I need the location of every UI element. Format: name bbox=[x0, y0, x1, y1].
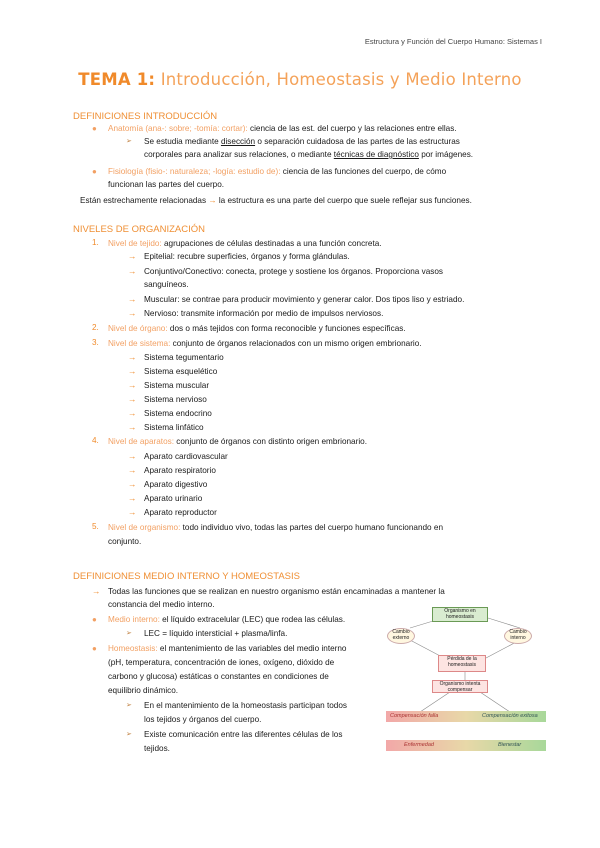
bullet-icon: ● bbox=[92, 644, 97, 653]
internal-medium-definition: Medio interno: el líquido extracelular (LEC) que rodea las células. bbox=[108, 615, 346, 624]
compensation-fail-label: Compensación falla bbox=[390, 713, 439, 719]
physiology-definition: Fisiología (fisio-: naturaleza; -logía: estudio de): ciencia de las funciones del cuerpo, de cómo bbox=[108, 167, 447, 176]
homeostasis-detail-2b: tejidos. bbox=[144, 744, 170, 753]
arrow-icon: → bbox=[128, 479, 137, 489]
subbullet-icon: ➢ bbox=[126, 702, 132, 709]
system-item: Sistema nervioso bbox=[144, 395, 207, 404]
arrow-icon: → bbox=[128, 251, 137, 261]
disease-label: Enfermedad bbox=[404, 742, 434, 748]
apparatus-item: Aparato respiratorio bbox=[144, 466, 216, 475]
wellbeing-label: Bienestar bbox=[498, 742, 522, 748]
tissue-muscular: Muscular: se contrae para producir movimiento y generar calor. Dos tipos liso y estriado. bbox=[144, 295, 465, 304]
diagram-connectors bbox=[380, 600, 550, 750]
subbullet-icon: ➢ bbox=[126, 731, 132, 738]
section-heading-homeostasis: DEFINICIONES MEDIO INTERNO Y HOMEOSTASIS bbox=[73, 571, 300, 582]
apparatus-item: Aparato urinario bbox=[144, 494, 203, 503]
diagram-node-loss: Pérdida de la homeostasis bbox=[438, 655, 486, 672]
system-item: Sistema linfático bbox=[144, 423, 204, 432]
arrow-icon: → bbox=[128, 507, 137, 517]
list-number: 2. bbox=[92, 323, 99, 332]
arrow-icon: → bbox=[128, 352, 137, 362]
section-heading-intro: DEFINICIONES INTRODUCCIÓN bbox=[73, 111, 218, 122]
system-item: Sistema endocrino bbox=[144, 409, 212, 418]
bullet-icon: ● bbox=[92, 615, 97, 624]
apparatus-item: Aparato digestivo bbox=[144, 480, 208, 489]
arrow-icon: → bbox=[128, 408, 137, 418]
diagram-node-external-change: Cambio externo bbox=[387, 628, 415, 644]
title-prefix: TEMA 1: bbox=[78, 70, 156, 89]
arrow-icon: → bbox=[208, 196, 217, 205]
anatomy-definition: Anatomía (ana-: sobre; -tomía: cortar): ciencia de las est. del cuerpo y las relaciones entre ellas. bbox=[108, 124, 457, 133]
homeostasis-definition-3: carbono y glucosa) estáticas o constantes en condiciones de bbox=[108, 672, 329, 681]
list-number: 5. bbox=[92, 522, 99, 531]
arrow-icon: → bbox=[92, 586, 101, 596]
page-title bbox=[0, 70, 600, 89]
arrow-icon: → bbox=[128, 493, 137, 503]
diagram-node-homeostasis: Organismo en homeostasis bbox=[432, 607, 488, 622]
homeostasis-definition: Homeostasis: el mantenimiento de las variables del medio interno bbox=[108, 644, 347, 653]
anatomy-detail-1: Se estudia mediante disección o separación cuidadosa de las partes de las estructuras bbox=[144, 137, 460, 146]
system-item: Sistema muscular bbox=[144, 381, 210, 390]
arrow-icon: → bbox=[128, 266, 137, 276]
diagram-node-internal-change: Cambio interno bbox=[504, 628, 532, 644]
arrow-icon: → bbox=[128, 380, 137, 390]
bullet-icon: ● bbox=[92, 167, 97, 176]
tissue-nervous: Nervioso: transmite información por medio de impulsos nerviosos. bbox=[144, 309, 384, 318]
list-number: 1. bbox=[92, 238, 99, 247]
page-header: Estructura y Función del Cuerpo Humano: Sistemas I bbox=[364, 37, 542, 46]
system-item: Sistema esquelético bbox=[144, 367, 218, 376]
apparatus-item: Aparato reproductor bbox=[144, 508, 217, 517]
physiology-definition-2: funcionan las partes del cuerpo. bbox=[108, 180, 225, 189]
arrow-icon: → bbox=[128, 451, 137, 461]
list-number: 4. bbox=[92, 436, 99, 445]
section-heading-levels: NIVELES DE ORGANIZACIÓN bbox=[73, 224, 205, 235]
anatomy-detail-2: corporales para analizar sus relaciones, o mediante técnicas de diagnóstico por imágenes. bbox=[144, 150, 474, 159]
arrow-icon: → bbox=[128, 366, 137, 376]
tissue-connective-2: sanguíneos. bbox=[144, 280, 189, 289]
level-organism: Nivel de organismo: todo individuo vivo, todas las partes del cuerpo humano funcionando en bbox=[108, 523, 443, 532]
tissue-connective: Conjuntivo/Conectivo: conecta, protege y sostiene los órganos. Proporciona vasos bbox=[144, 267, 444, 276]
system-item: Sistema tegumentario bbox=[144, 353, 224, 362]
homeostasis-definition-4: equilibrio dinámico. bbox=[108, 686, 179, 695]
homeostasis-detail-1b: los tejidos y órganos del cuerpo. bbox=[144, 715, 262, 724]
diagram-node-compensate: Organismo intenta compensar bbox=[432, 680, 488, 693]
arrow-icon: → bbox=[128, 422, 137, 432]
level-organism-2: conjunto. bbox=[108, 537, 142, 546]
subbullet-icon: ➢ bbox=[126, 630, 132, 637]
homeostasis-definition-2: (pH, temperatura, concentración de iones, oxígeno, dióxido de bbox=[108, 658, 335, 667]
tissue-epithelial: Epitelial: recubre superficies, órganos y forma glándulas. bbox=[144, 252, 350, 261]
level-tissue: Nivel de tejido: agrupaciones de células destinadas a una función concreta. bbox=[108, 239, 382, 248]
subbullet-icon: ➢ bbox=[126, 138, 132, 145]
arrow-icon: → bbox=[128, 308, 137, 318]
homeostasis-intro: Todas las funciones que se realizan en nuestro organismo están encaminadas a mantener la bbox=[108, 587, 445, 596]
level-organ: Nivel de órgano: dos o más tejidos con forma reconocible y funciones específicas. bbox=[108, 324, 406, 333]
arrow-icon: → bbox=[128, 465, 137, 475]
lec-formula: LEC = líquido intersticial + plasma/linfa. bbox=[144, 629, 288, 638]
title-text: Introducción, Homeostasis y Medio Interno bbox=[160, 70, 522, 89]
level-apparatus: Nivel de aparatos: conjunto de órganos con distinto origen embrionario. bbox=[108, 437, 367, 446]
arrow-icon: → bbox=[128, 394, 137, 404]
homeostasis-intro-2: constancia del medio interno. bbox=[108, 600, 215, 609]
list-number: 3. bbox=[92, 338, 99, 347]
level-system: Nivel de sistema: conjunto de órganos relacionados con un mismo origen embrionario. bbox=[108, 339, 422, 348]
compensation-success-label: Compensación exitosa bbox=[482, 713, 538, 719]
homeostasis-detail-1: En el mantenimiento de la homeostasis participan todos bbox=[144, 701, 347, 710]
arrow-icon: → bbox=[128, 294, 137, 304]
relation-line: Están estrechamente relacionadas → la estructura es una parte del cuerpo que suele reflejar sus funciones. bbox=[80, 196, 472, 205]
bullet-icon: ● bbox=[92, 124, 97, 133]
homeostasis-detail-2: Existe comunicación entre las diferentes células de los bbox=[144, 730, 343, 739]
apparatus-item: Aparato cardiovascular bbox=[144, 452, 228, 461]
